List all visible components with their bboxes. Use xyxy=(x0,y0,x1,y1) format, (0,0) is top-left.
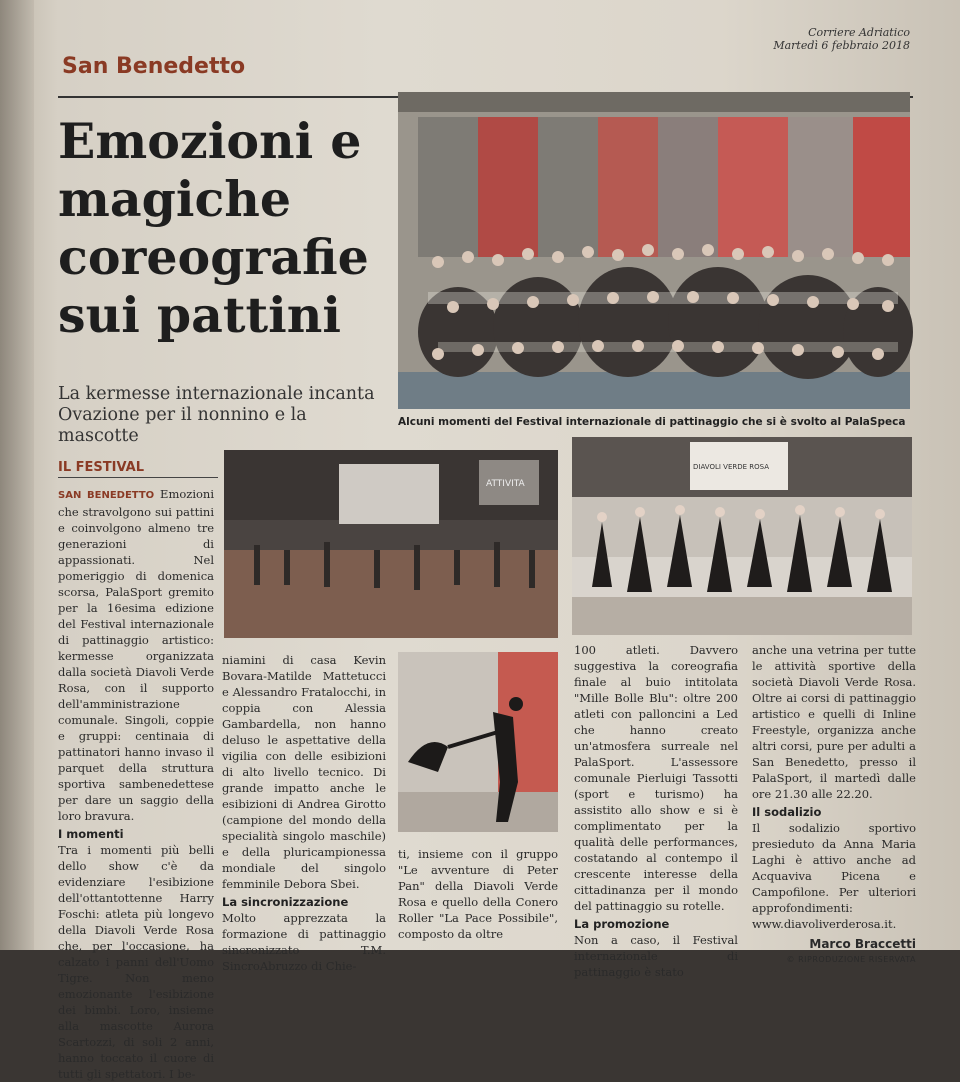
col4-body: 100 atleti. Davvero suggestiva la coreografia finale al buio intitolata "Mille Bolle Blu": oltre 200 atleti con palloncini a Led che hanno creato un'atmosfera surreale nel PalaSport. L'assessore comunale Pierluigi Tassotti (sport e turismo) ha assistito allo show e si è complimentato per la qualità delle performances, costatando al contempo il crescente interesse della cittadinanza per il mondo del pattinaggio su rotelle. xyxy=(574,643,738,913)
subhead-momenti: I momenti xyxy=(58,827,124,841)
subhead-sincronizzazione: La sincronizzazione xyxy=(222,895,349,909)
author: Marco Braccetti xyxy=(809,937,916,951)
subheadline-line-1: La kermesse internazionale incanta xyxy=(58,384,375,404)
col2-body2: Molto apprezzata la formazione di pattinaggio sincronizzato T.M. SincroAbruzzo di Chie- xyxy=(222,911,386,973)
subhead-promozione: La promozione xyxy=(574,917,670,931)
issue-date: Martedì 6 febbraio 2018 xyxy=(773,39,910,52)
section-title: San Benedetto xyxy=(62,54,246,79)
subhead-sodalizio: Il sodalizio xyxy=(752,805,822,819)
rink-photo xyxy=(224,450,558,638)
subheadline xyxy=(58,384,393,447)
screen-writing: ATTIVITA xyxy=(486,479,525,489)
sync-skaters-photo xyxy=(572,437,912,635)
reproduction-notice: © RIPRODUZIONE RISERVATA xyxy=(786,955,916,964)
subheadline-line-2: Ovazione per il nonnino e la mascotte xyxy=(58,405,307,446)
article-column-5 xyxy=(752,642,916,968)
kicker: IL FESTIVAL xyxy=(58,460,144,475)
page-gutter xyxy=(0,0,34,950)
col2-body: niamini di casa Kevin Bovara-Matilde Mattetucci e Alessandro Fratalocchi, in coppia con Alessia Gambardella, non hanno deluso le aspettative della vigilia con delle esibizioni di alto livello tecnico. Di grande impatto anche le esibizioni di Andrea Girotto (campione del mondo della specialità singolo maschile) e della pluricampionessa mondiale del singolo femminile Debora Sbei. xyxy=(222,653,386,891)
pair-skaters-photo xyxy=(398,652,558,832)
photo-caption: Alcuni momenti del Festival internazionale di pattinaggio che si è svolto al PalaSpeca xyxy=(398,416,906,428)
col5-body: anche una vetrina per tutte le attività sportive della società Diavoli Verde Rosa. Oltre ai corsi di pattinaggio artistico e quelli di Inline Freestyle, organizza anche altri corsi, pure per adulti a San Benedetto, presso il PalaSport, il martedì dalle ore 21.30 alle 22.20. xyxy=(752,643,916,801)
article-column-2 xyxy=(222,652,386,974)
sign-text: DIAVOLI VERDE ROSA xyxy=(693,463,770,471)
col1-intro: Emozioni che stravolgono sui pattini e coinvolgono almeno tre generazioni di appassionati. Nel pomeriggio di domenica scorsa, PalaSport gremito per la 16esima edizione del Festival internazionale di pattinaggio artistico: kermesse organizzata dalla società Diavoli Verde Rosa, con il supporto dell'amministrazione comunale. Singoli, coppie e gruppi: centinaia di pattinatori hanno invaso il parquet della struttura sportiva sambenedettese per dare un saggio della loro bravura. xyxy=(58,487,215,823)
masthead xyxy=(773,26,910,52)
group-photo xyxy=(398,92,910,409)
col5-body2: Il sodalizio sportivo presieduto da Anna Maria Laghi è attivo anche ad Acquaviva Picena e Campofilone. Per ulteriori approfondimenti: www.diavoliverderosa.it. xyxy=(752,821,916,931)
article-column-1 xyxy=(58,486,214,1082)
kicker-rule xyxy=(58,477,218,478)
article-column-4 xyxy=(574,642,738,980)
col4-body2: Non a caso, il Festival internazionale di pattinaggio è stato xyxy=(574,933,738,979)
article-column-3 xyxy=(398,846,558,942)
dateline: SAN BENEDETTO xyxy=(58,490,155,501)
headline: Emozioni e magiche coreografie sui pattini xyxy=(58,112,369,344)
col3-body: ti, insieme con il gruppo "Le avventure di Peter Pan" della Diavoli Verde Rosa e quello della Conero Roller "La Pace Possibile", composto da oltre xyxy=(398,847,558,941)
col1-body: Tra i momenti più belli dello show c'è da evidenziare l'esibizione dell'ottantottenne Harry Foschi: atleta più longevo della Diavoli Verde Rosa che, per l'occasione, ha calzato i panni dell'Uomo Tigre. Non meno emozionante l'esibizione dei bimbi. Loro, insieme alla mascotte Aurora Scartozzi, di soli 2 anni, hanno toccato il cuore di tutti gli spettatori. I be- xyxy=(58,843,214,1081)
newspaper-name: Corriere Adriatico xyxy=(808,26,910,39)
